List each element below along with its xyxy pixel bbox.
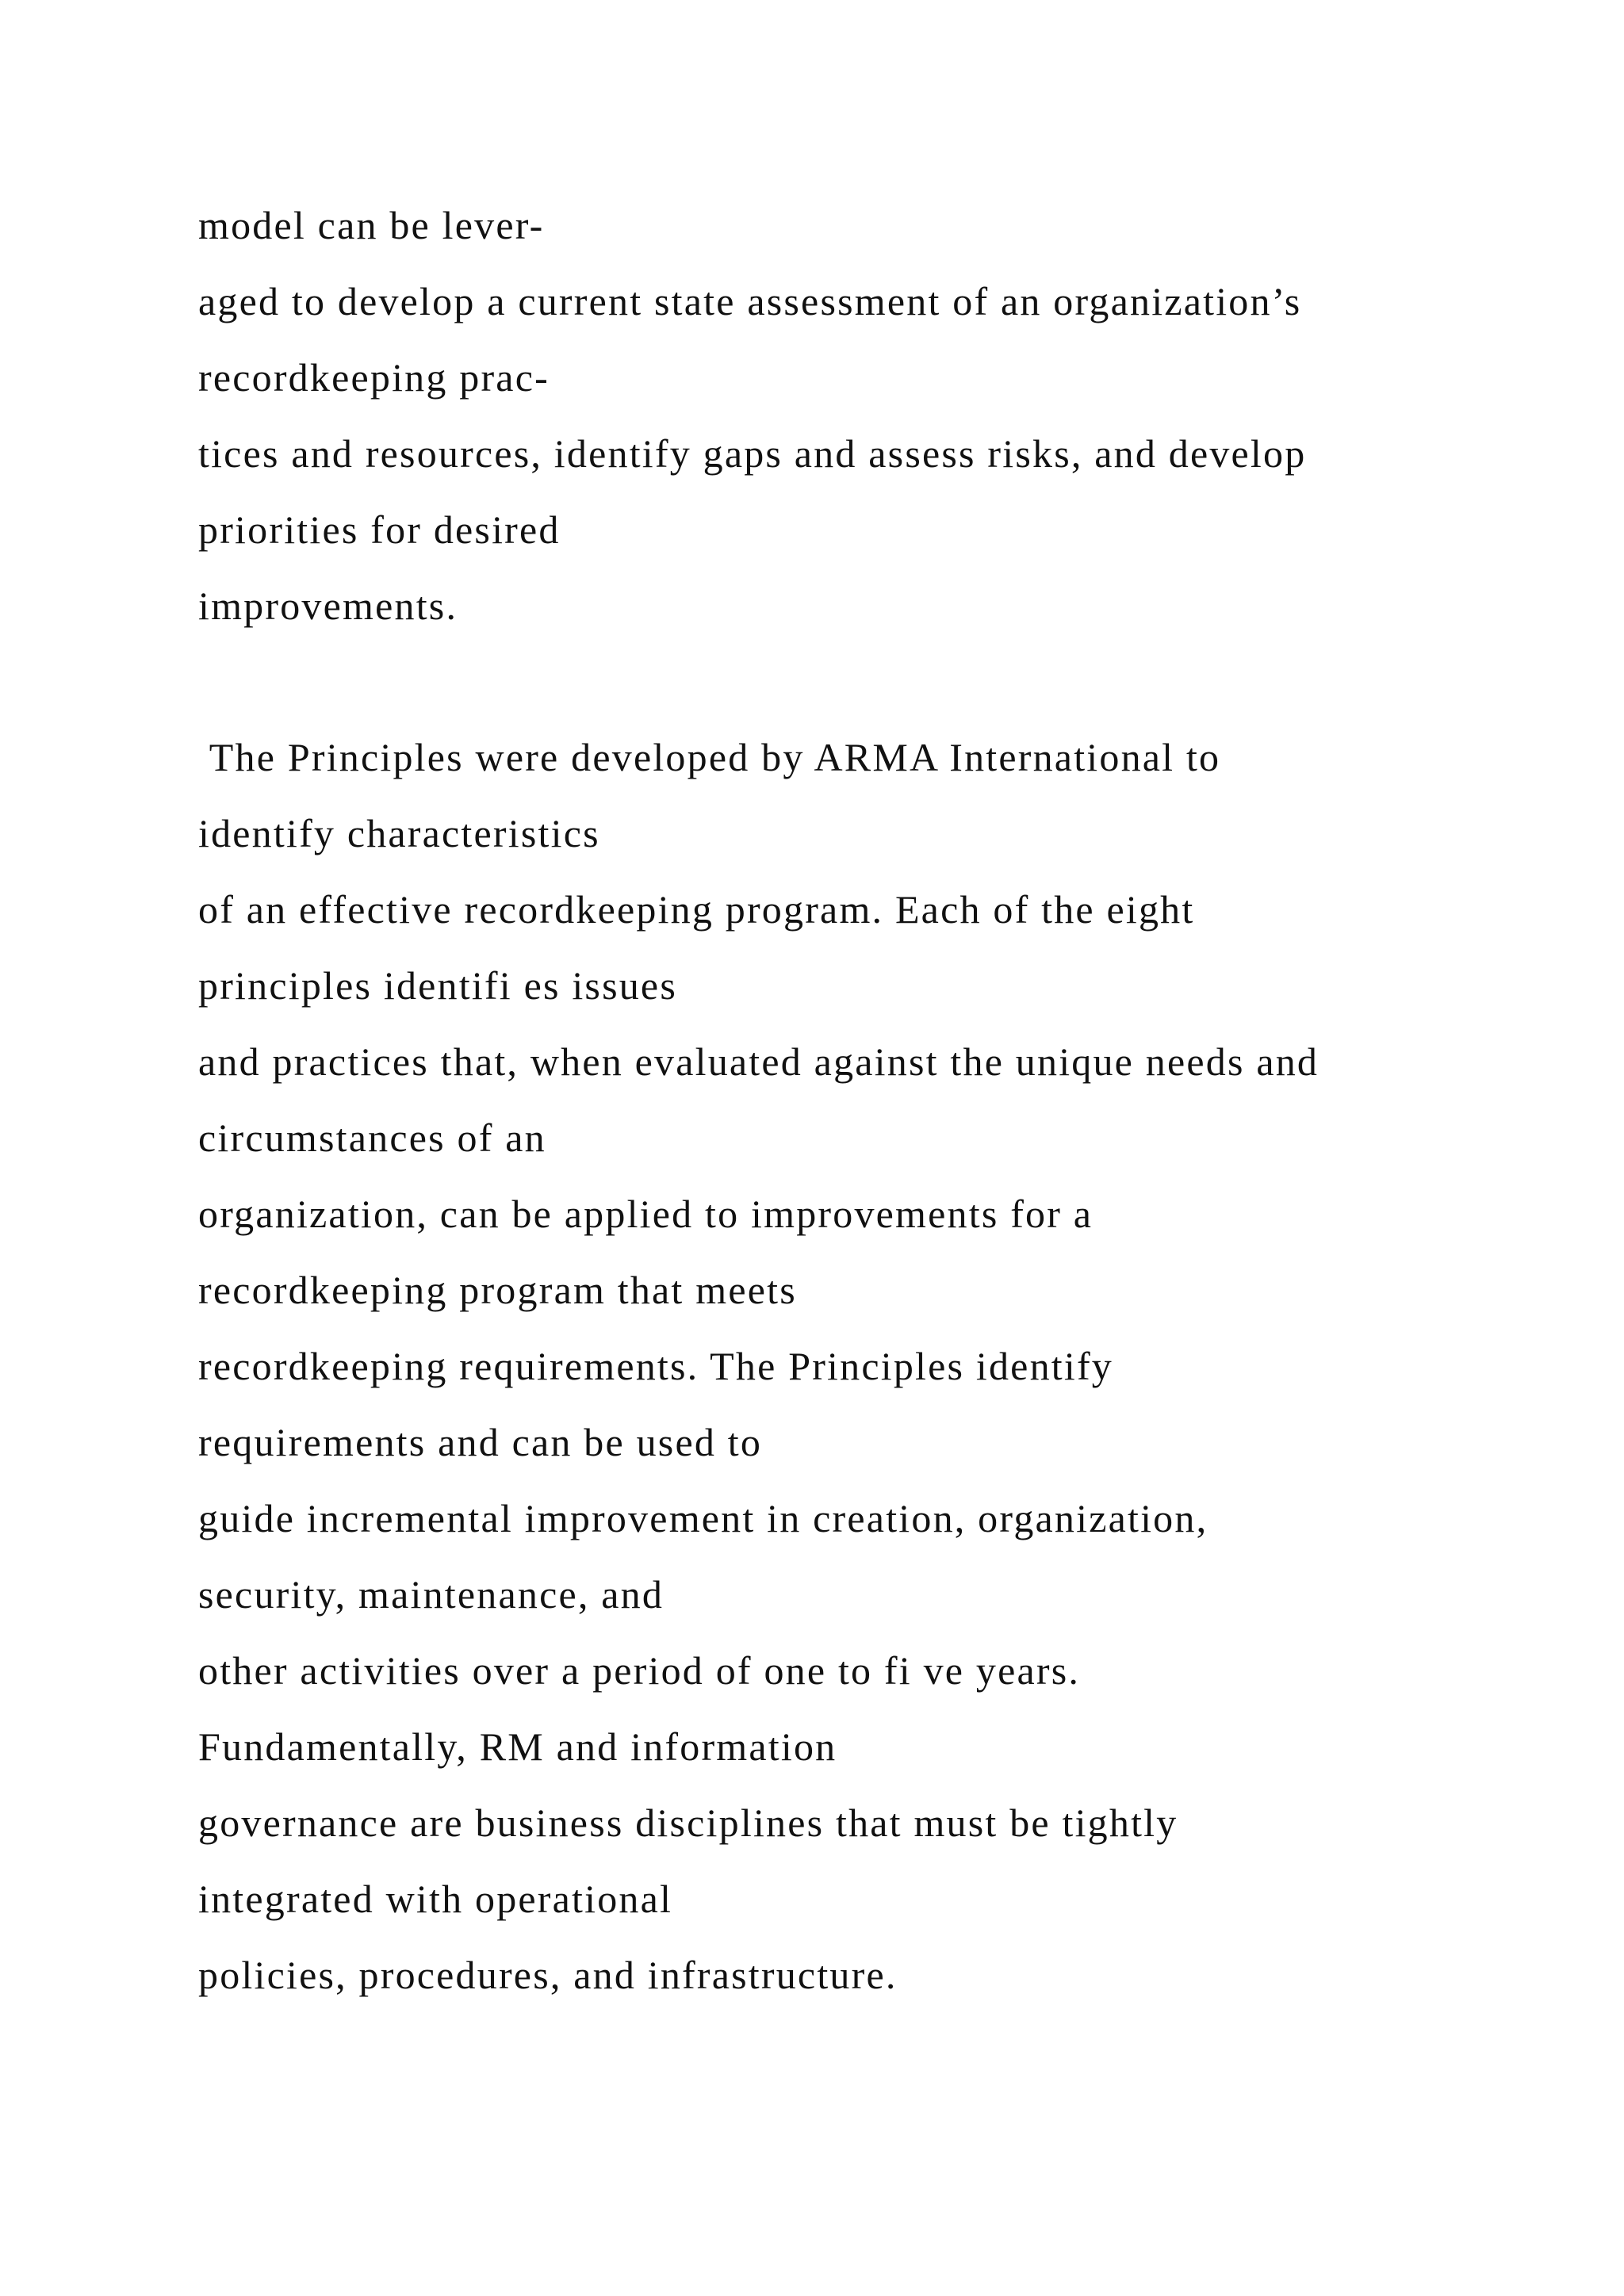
text-line: security, maintenance, and: [198, 1572, 665, 1617]
text-line: Fundamentally, RM and information: [198, 1724, 837, 1769]
text-line: and practices that, when evaluated against the unique needs and: [198, 1039, 1320, 1084]
text-line: integrated with operational: [198, 1877, 673, 1921]
text-line: other activities over a period of one to fi ve years.: [198, 1648, 1081, 1693]
paragraph-1: [198, 187, 1618, 644]
text-line: circumstances of an: [198, 1115, 546, 1160]
text-line: organization, can be applied to improvements for a: [198, 1192, 1094, 1236]
text-line: aged to develop a current state assessment of an organization’s: [198, 279, 1302, 323]
text-line: guide incremental improvement in creation, organization,: [198, 1496, 1208, 1540]
text-line: The Principles were developed by ARMA International to: [198, 735, 1221, 779]
text-line: policies, procedures, and infrastructure.: [198, 1953, 898, 1997]
text-line: identify characteristics: [198, 811, 600, 855]
text-line: principles identifi es issues: [198, 963, 677, 1008]
paragraph-2: [198, 719, 1618, 2013]
text-line: improvements.: [198, 584, 458, 628]
text-line: tices and resources, identify gaps and assess risks, and develop: [198, 431, 1307, 476]
text-line: recordkeeping requirements. The Principles identify: [198, 1344, 1113, 1388]
text-line: recordkeeping program that meets: [198, 1268, 797, 1312]
text-line: priorities for desired: [198, 507, 561, 552]
text-line: governance are business disciplines that must be tightly: [198, 1800, 1178, 1845]
text-line: of an effective recordkeeping program. Each of the eight: [198, 887, 1195, 932]
text-line: requirements and can be used to: [198, 1420, 763, 1464]
text-line: model can be lever-: [198, 203, 545, 247]
text-line: recordkeeping prac-: [198, 355, 550, 400]
